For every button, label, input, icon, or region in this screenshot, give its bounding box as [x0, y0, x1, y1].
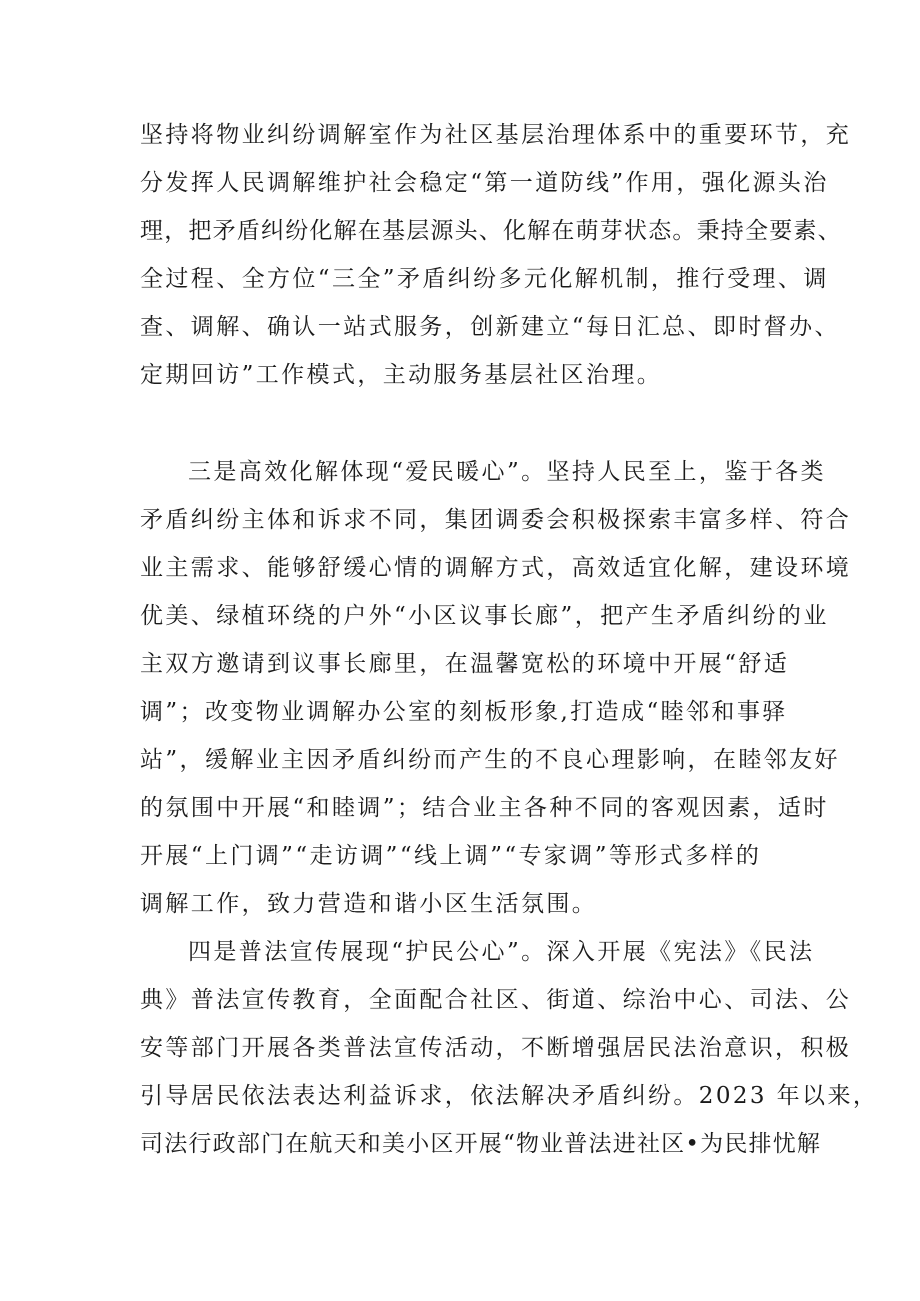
- text-line: 查、调解、确认一站式服务，创新建立“每日汇总、即时督办、: [140, 314, 840, 340]
- text-line: 定期回访”工作模式，主动服务基层社区治理。: [140, 362, 663, 388]
- text-line: 坚持将物业纠纷调解室作为社区基层治理体系中的重要环节，充: [140, 122, 852, 148]
- text-line: 主双方邀请到议事长廊里，在温馨宽松的环境中开展“舒适: [140, 651, 790, 677]
- text-line: 站”，缓解业主因矛盾纠纷而产生的不良心理影响，在睦邻友好: [140, 747, 840, 773]
- text-line: 安等部门开展各类普法宣传活动，不断增强居民法治意识，积极: [140, 1035, 852, 1061]
- text-line: 理，把矛盾纠纷化解在基层源头、化解在萌芽状态。秉持全要素、: [140, 218, 842, 244]
- text-line: 分发挥人民调解维护社会稳定“第一道防线”作用，强化源头治: [140, 170, 829, 196]
- text-line: 业主需求、能够舒缓心情的调解方式，高效适宜化解，建设环境: [140, 555, 852, 581]
- text-line: 司法行政部门在航天和美小区开展“物业普法进社区•为民排忧解: [140, 1131, 822, 1157]
- paragraph-start-line: 四是普法宣传展现“护民公心”。深入开展《宪法》《民法: [188, 939, 815, 965]
- text-line: 开展“上门调”“走访调”“线上调”“专家调”等形式多样的: [140, 843, 762, 869]
- text-line: 调”；改变物业调解办公室的刻板形象,打造成“睦邻和事驿: [140, 699, 788, 725]
- paragraph-start-line: 三是高效化解体现“爱民暖心”。坚持人民至上，鉴于各类: [188, 459, 826, 485]
- text-line: 矛盾纠纷主体和诉求不同，集团调委会积极探索丰富多样、符合: [140, 507, 852, 533]
- text-line: 优美、绿植环绕的户外“小区议事长廊”，把产生矛盾纠纷的业: [140, 603, 829, 629]
- text-line: 调解工作，致力营造和谐小区生活氛围。: [140, 891, 598, 917]
- text-line: 的氛围中开展“和睦调”；结合业主各种不同的客观因素，适时: [140, 795, 829, 821]
- text-line: 引导居民依法表达利益诉求，依法解决矛盾纠纷。2023 年以来，: [140, 1083, 879, 1109]
- text-line: 典》普法宣传教育，全面配合社区、街道、综治中心、司法、公: [140, 987, 852, 1013]
- text-line: 全过程、全方位“三全”矛盾纠纷多元化解机制，推行受理、调: [140, 266, 829, 292]
